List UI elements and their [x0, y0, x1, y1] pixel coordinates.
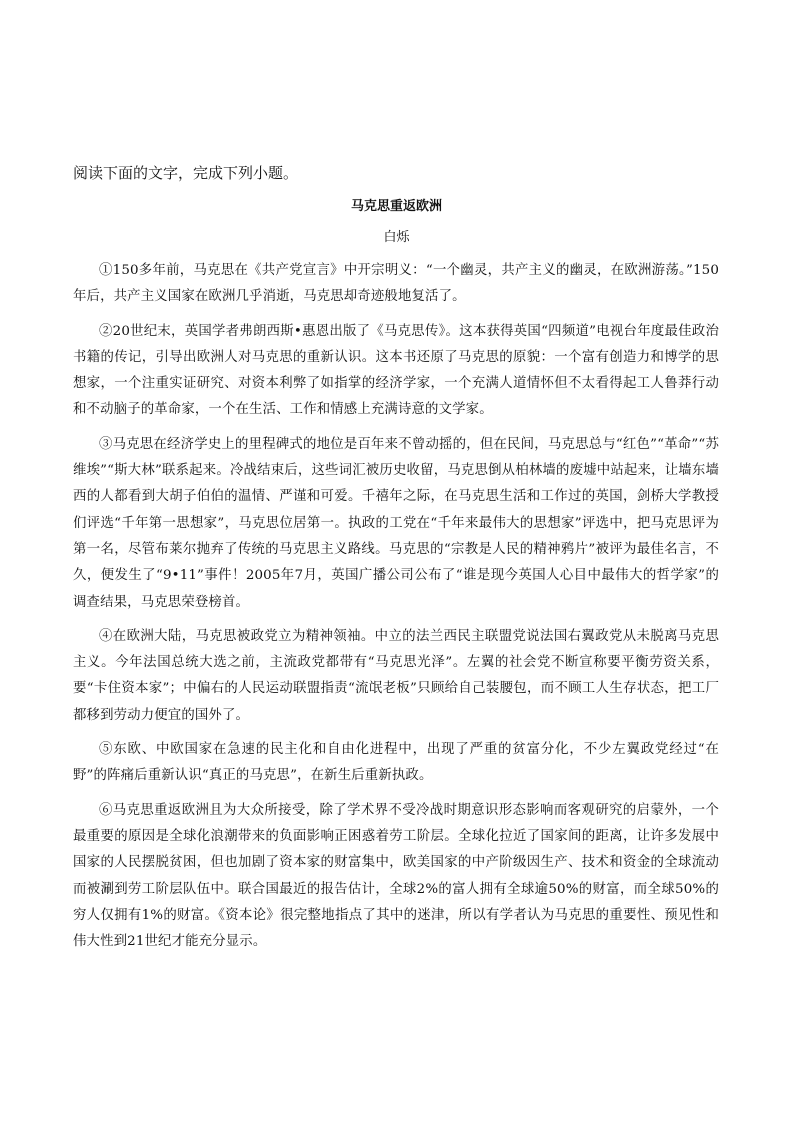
paragraph-1: ①150多年前，马克思在《共产党宣言》中开宗明义：“一个幽灵，共产主义的幽灵，在欧洲游荡。”150年后，共产主义国家在欧洲几乎消逝，马克思却奇迹般地复活了。	[73, 263, 719, 305]
paragraph-2: ②20世纪末，英国学者弗朗西斯•惠恩出版了《马克思传》。这本获得英国“四频道”电视台年度最佳政治书籍的传记，引导出欧洲人对马克思的重新认识。这本书还原了马克思的原貌：一个富有创造力和博学的思想家，一个注重实证研究、对资本利弊了如指掌的经济学家，一个充满人道情怀但不太看得起工人鲁莽行动和不动脑子的革命家，一个在生活、工作和情感上充满诗意的文学家。	[73, 323, 719, 418]
paragraph-6: ⑥马克思重返欧洲且为大众所接受，除了学术界不受冷战时期意识形态影响而客观研究的启蒙外，一个最重要的原因是全球化浪潮带来的负面影响正困惑着劳工阶层。全球化拉近了国家间的距离，让许多发展中国家的人民摆脱贫困，但也加剧了资本家的财富集中，欧美国家的中产阶级因生产、技术和资金的全球流动而被涮到劳工阶层队伍中。联合国最近的报告估计，全球2%的富人拥有全球逾50%的财富，而全球50%的穷人仅拥有1%的财富。《资本论》很完整地指点了其中的迷津，所以有学者认为马克思的重要性、预见性和伟大性到21世纪才能充分显示。	[73, 802, 719, 950]
article-title: 马克思重返欧洲	[350, 199, 442, 214]
article-body	[73, 258, 719, 963]
question-instruction: 阅读下面的文字，完成下列小题。	[73, 164, 299, 182]
paragraph-3: ③马克思在经济学史上的里程碑式的地位是百年来不曾动摇的，但在民间，马克思总与“红色”“革命”“苏维埃”“斯大林”联系起来。冷战结束后，这些词汇被历史收留，马克思倒从柏林墙的废墟中站起来，让墙东墙西的人都看到大胡子伯伯的温情、严谨和可爱。千禧年之际，在马克思生活和工作过的英国，剑桥大学教授们评选“千年第一思想家”，马克思位居第一。执政的工党在“千年来最伟大的思想家”评选中，把马克思评为第一名，尽管布莱尔抛弃了传统的马克思主义路线。马克思的“宗教是人民的精神鸦片”被评为最佳名言，不久，便发生了“9•11”事件！2005年7月，英国广播公司公布了“谁是现今英国人心目中最伟大的哲学家”的调查结果，马克思荣登榜首。	[73, 436, 719, 610]
paragraph-5: ⑤东欧、中欧国家在急速的民主化和自由化进程中，出现了严重的贫富分化，不少左翼政党经过“在野”的阵痛后重新认识“真正的马克思”，在新生后重新执政。	[73, 742, 719, 784]
article-author: 白烁	[383, 230, 410, 245]
paragraph-4: ④在欧洲大陆，马克思被政党立为精神领袖。中立的法兰西民主联盟党说法国右翼政党从未脱离马克思主义。今年法国总统大选之前，主流政党都带有“马克思光泽”。左翼的社会党不断宣称要平衡劳资关系，要“卡住资本家”；中偏右的人民运动联盟指责“流氓老板”只顾给自己装腰包，而不顾工人生存状态，把工厂都移到劳动力便宜的国外了。	[73, 628, 719, 723]
